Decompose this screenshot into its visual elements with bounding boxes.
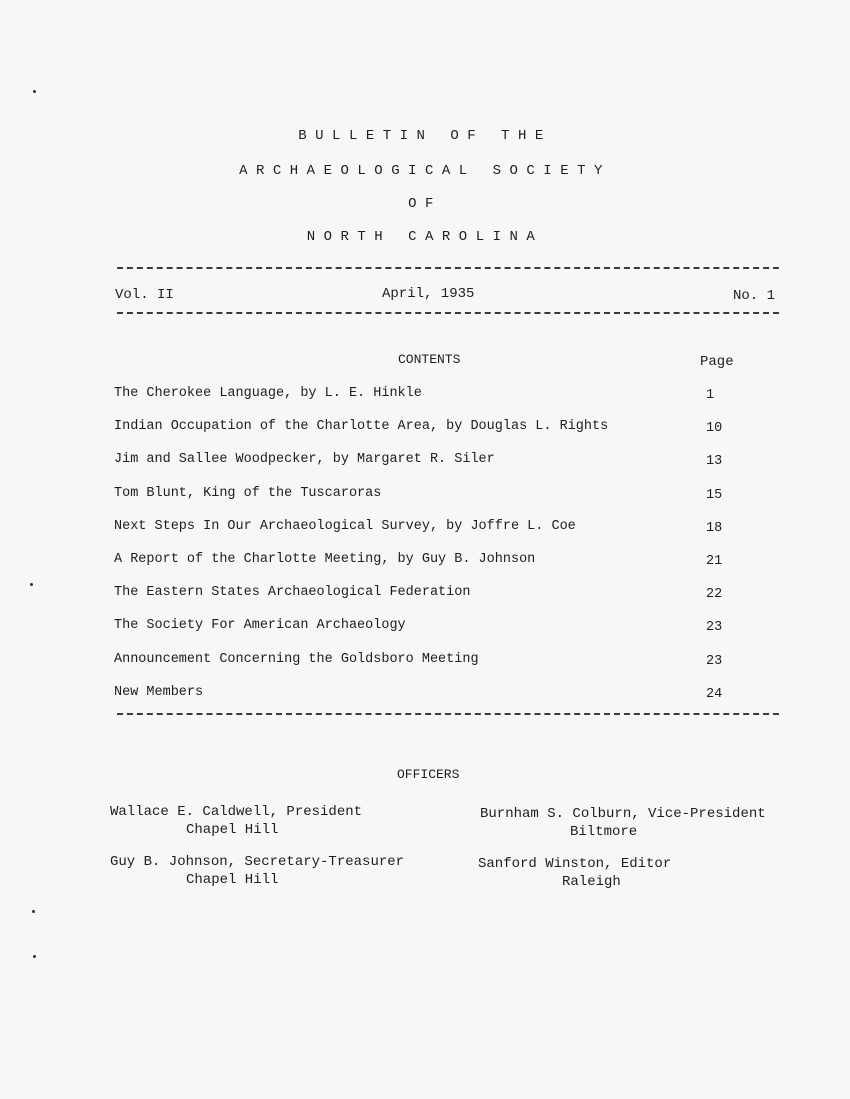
scan-speck [33, 90, 36, 93]
toc-item-title: A Report of the Charlotte Meeting, by Guy B. Johnson [114, 551, 536, 567]
toc-item-page: 13 [706, 454, 723, 470]
officer-name: Sanford Winston, Editor [478, 856, 672, 872]
toc-item [114, 415, 744, 448]
officer-secretary-treasurer [110, 853, 404, 889]
toc-item [114, 581, 744, 614]
issue-date: April, 1935 [382, 286, 475, 302]
scan-speck [32, 910, 35, 913]
officer-president [110, 803, 362, 839]
officer-name: Wallace E. Caldwell, President [110, 804, 363, 820]
toc-item-title: The Eastern States Archaeological Federation [114, 585, 471, 601]
toc-item-page: 22 [706, 587, 723, 603]
page-column-heading: Page [700, 354, 734, 370]
table-of-contents [114, 382, 744, 714]
toc-item [114, 681, 744, 714]
toc-item-page: 1 [706, 388, 715, 403]
toc-item-title: Announcement Concerning the Goldsboro Meeting [114, 651, 479, 667]
toc-item [114, 548, 744, 581]
title-line-state: NORTH CAROLINA [306, 229, 544, 245]
volume-label: Vol. II [115, 287, 174, 303]
officers-heading: OFFICERS [397, 767, 460, 782]
officer-name: Guy B. Johnson, Secretary-Treasurer [110, 854, 405, 870]
officer-place: Raleigh [562, 874, 621, 890]
toc-item-page: 24 [706, 686, 723, 702]
toc-item-page: 21 [706, 553, 723, 569]
toc-item-title: Tom Blunt, King of the Tuscaroras [114, 485, 382, 501]
title-line-society: ARCHAEOLOGICAL SOCIETY [239, 163, 611, 179]
toc-item [114, 448, 744, 481]
officer-vice-president [480, 805, 766, 841]
toc-item [114, 382, 744, 415]
toc-item-title: The Cherokee Language, by L. E. Hinkle [114, 386, 422, 401]
toc-item [114, 515, 744, 548]
toc-item-title: The Society For American Archaeology [114, 618, 406, 634]
officer-editor [478, 855, 671, 891]
officer-name: Burnham S. Colburn, Vice-President [480, 806, 766, 822]
toc-item-page: 15 [706, 487, 723, 503]
toc-item [114, 482, 744, 515]
issue-number: No. 1 [733, 288, 776, 304]
dashed-divider-contents [117, 713, 779, 715]
scan-speck [33, 955, 36, 958]
dashed-divider-meta [117, 312, 779, 314]
toc-item [114, 648, 744, 681]
toc-item-page: 23 [706, 620, 723, 636]
toc-item-title: Indian Occupation of the Charlotte Area, by Douglas L. Rights [114, 419, 609, 435]
scan-speck [30, 583, 33, 586]
officer-place: Biltmore [570, 824, 638, 840]
dashed-divider-top [117, 267, 779, 269]
title-line-bulletin: BULLETIN OF THE [298, 128, 552, 144]
toc-item-page: 18 [706, 520, 723, 536]
officer-place: Chapel Hill [186, 872, 279, 888]
toc-item-title: Jim and Sallee Woodpecker, by Margaret R. Siler [114, 452, 495, 468]
toc-item-page: 10 [706, 421, 723, 437]
officer-place: Chapel Hill [186, 822, 279, 838]
toc-item [114, 614, 744, 647]
toc-item-title: New Members [114, 684, 204, 700]
contents-heading: CONTENTS [398, 352, 461, 367]
toc-item-page: 23 [706, 653, 723, 669]
title-line-of: OF [408, 196, 442, 212]
toc-item-title: Next Steps In Our Archaeological Survey, by Joffre L. Coe [114, 518, 576, 534]
